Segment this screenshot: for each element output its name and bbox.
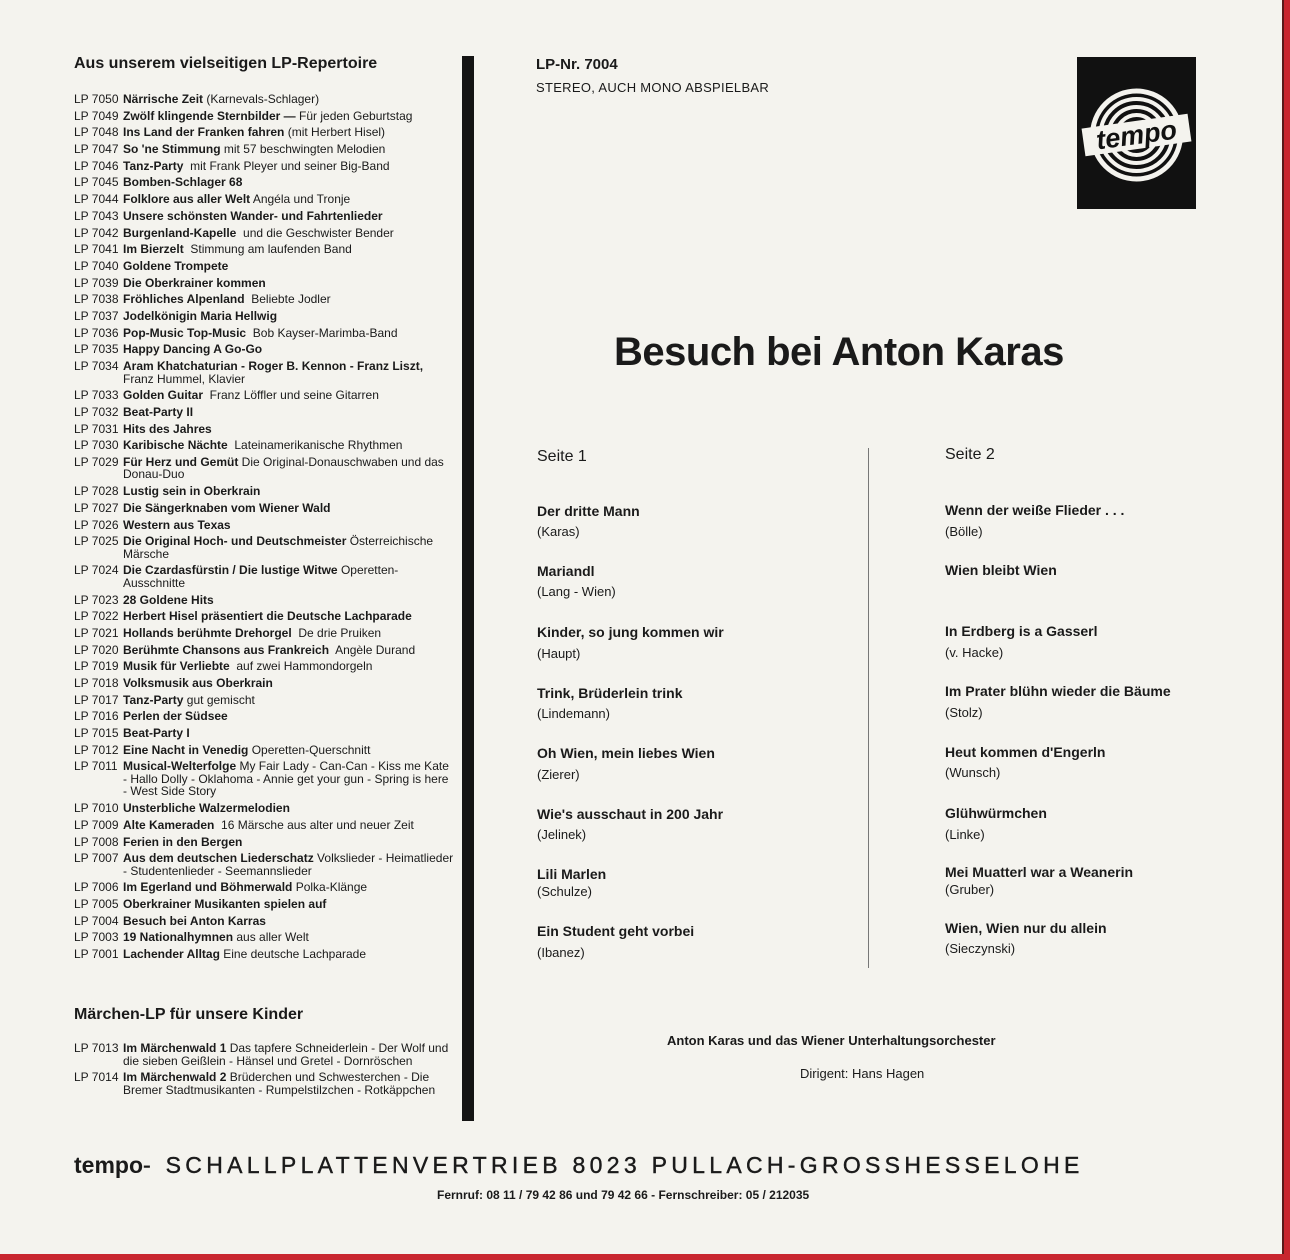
side2-heading: Seite 2 xyxy=(945,446,995,463)
cover-edge-bottom xyxy=(0,1254,1290,1260)
side1-track-composer: (Zierer) xyxy=(537,767,580,782)
repertoire-item-code: LP 7020 xyxy=(74,642,119,657)
repertoire-item-code: LP 7044 xyxy=(74,192,119,207)
repertoire-item-title: So 'ne Stimmung xyxy=(123,142,221,157)
repertoire-item-code: LP 7007 xyxy=(74,851,119,866)
repertoire-item-title: Zwölf klingende Sternbilder — xyxy=(123,108,296,123)
repertoire-item-sub: Lateinamerikanische Rhythmen xyxy=(227,438,403,453)
repertoire-item-body xyxy=(123,677,454,690)
repertoire-item-code: LP 7040 xyxy=(74,258,119,273)
cover-edge-right xyxy=(1282,0,1290,1260)
repertoire-item-body xyxy=(123,1042,454,1067)
repertoire-item xyxy=(74,360,454,385)
repertoire-item-sub: und die Geschwister Bender xyxy=(236,225,394,240)
repertoire-item-code: LP 7003 xyxy=(74,930,119,945)
repertoire-item-body xyxy=(123,535,454,560)
repertoire-item-title: Jodelkönigin Maria Hellwig xyxy=(123,308,278,323)
repertoire-item-code: LP 7022 xyxy=(74,609,119,624)
repertoire-item-code: LP 7005 xyxy=(74,897,119,912)
repertoire-item xyxy=(74,210,454,223)
repertoire-item-body xyxy=(123,439,454,452)
repertoire-item xyxy=(74,343,454,356)
side2-track-composer: (Sieczynski) xyxy=(945,941,1016,956)
repertoire-item-sub: Franz Hummel, Klavier xyxy=(123,359,427,386)
repertoire-item-title: Pop-Music Top-Music xyxy=(123,325,247,340)
repertoire-item-code: LP 7037 xyxy=(74,308,119,323)
repertoire-item-title: Alte Kameraden xyxy=(123,817,215,832)
repertoire-item-title: Lustig sein in Oberkrain xyxy=(123,484,261,499)
repertoire-item xyxy=(74,485,454,498)
repertoire-item-body xyxy=(123,851,457,878)
side1-track-composer: (Haupt) xyxy=(537,646,581,661)
repertoire-item-code: LP 7023 xyxy=(74,592,119,607)
repertoire-item-body xyxy=(123,126,454,139)
repertoire-item-body xyxy=(123,1071,454,1096)
repertoire-item-body xyxy=(123,519,454,532)
repertoire-item xyxy=(74,644,454,657)
repertoire-item-code: LP 7010 xyxy=(74,801,119,816)
repertoire-item-code: LP 7048 xyxy=(74,125,119,140)
repertoire-item-title: Lachender Alltag xyxy=(123,947,220,962)
repertoire-item-body xyxy=(123,710,454,723)
repertoire-item-body xyxy=(123,160,454,173)
conductor-credit: Dirigent: Hans Hagen xyxy=(800,1066,925,1081)
repertoire-item-title: Hollands berühmte Drehorgel xyxy=(123,625,292,640)
repertoire-item-code: LP 7004 xyxy=(74,913,119,928)
side1-track-title: Kinder, so jung kommen wir xyxy=(537,624,724,640)
repertoire-item-code: LP 7047 xyxy=(74,142,119,157)
repertoire-item-body xyxy=(123,93,454,106)
tempo-logo-text: tempo xyxy=(1094,114,1179,156)
repertoire-item-code: LP 7042 xyxy=(74,225,119,240)
repertoire-item xyxy=(74,423,454,436)
repertoire-item-body xyxy=(123,193,454,206)
repertoire-item-title: Tanz-Party xyxy=(123,158,184,173)
repertoire-item-body xyxy=(123,915,454,928)
repertoire-item xyxy=(74,535,454,560)
repertoire-item-title: Western aus Texas xyxy=(123,517,231,532)
repertoire-item-sub: Angèle Durand xyxy=(329,642,416,657)
repertoire-item xyxy=(74,931,454,944)
repertoire-item-code: LP 7009 xyxy=(74,817,119,832)
repertoire-title: Aus unserem vielseitigen LP-Repertoire xyxy=(74,55,378,72)
repertoire-item-title: Karibische Nächte xyxy=(123,438,228,453)
side2-track-composer: (Gruber) xyxy=(945,882,995,897)
repertoire-item-body xyxy=(123,143,454,156)
repertoire-item-title: Hits des Jahres xyxy=(123,421,212,436)
repertoire-item-sub: Die Original-Donauschwaben und das Donau-Duo xyxy=(123,454,448,482)
repertoire-item-body xyxy=(123,260,454,273)
repertoire-item-title: Volksmusik aus Oberkrain xyxy=(123,676,273,690)
repertoire-item-code: LP 7027 xyxy=(74,500,119,515)
repertoire-item-body xyxy=(123,948,454,961)
repertoire-item xyxy=(74,277,454,290)
album-title: Besuch bei Anton Karas xyxy=(614,330,1064,374)
repertoire-item-sub: Brüderchen und Schwesterchen - Die Bremer Stadtmusikanten - Rumpelstilzchen - Rotkäppchen xyxy=(123,1070,436,1097)
side1-track-composer: (Ibanez) xyxy=(537,945,585,960)
repertoire-item xyxy=(74,564,454,589)
repertoire-item-body xyxy=(123,694,454,707)
repertoire-item xyxy=(74,193,454,206)
repertoire-item-title: Goldene Trompete xyxy=(123,258,229,273)
repertoire-item-code: LP 7050 xyxy=(74,92,119,106)
repertoire-item xyxy=(74,243,454,256)
lp-number: LP-Nr. 7004 xyxy=(536,56,618,73)
repertoire-item-title: Für Herz und Gemüt xyxy=(123,454,239,469)
repertoire-item-body xyxy=(123,898,454,911)
repertoire-item-body xyxy=(123,456,454,481)
repertoire-item-code: LP 7015 xyxy=(74,726,119,741)
repertoire-item-code: LP 7026 xyxy=(74,517,119,532)
repertoire-item-title: Beat-Party I xyxy=(123,726,190,741)
side2-track-title: Mei Muatterl war a Weanerin xyxy=(945,864,1134,880)
repertoire-item-code: LP 7030 xyxy=(74,438,119,453)
repertoire-item-title: Musik für Verliebte xyxy=(123,659,230,674)
repertoire-item xyxy=(74,802,454,815)
repertoire-item-body xyxy=(123,176,454,189)
repertoire-item-body xyxy=(123,110,454,123)
repertoire-item-code: LP 7006 xyxy=(74,880,119,895)
repertoire-item-title: Die Original Hoch- und Deutschmeister xyxy=(123,534,347,549)
repertoire-item-body xyxy=(123,610,454,623)
repertoire-item xyxy=(74,836,454,849)
repertoire-item-body xyxy=(123,660,454,673)
repertoire-item xyxy=(74,1042,454,1067)
repertoire-item-body xyxy=(123,931,454,944)
side1-track-composer: (Jelinek) xyxy=(537,827,587,842)
repertoire-item-code: LP 7031 xyxy=(74,421,119,436)
repertoire-item-title: Die Sängerknaben vom Wiener Wald xyxy=(123,500,331,515)
repertoire-item-title: Happy Dancing A Go-Go xyxy=(123,342,263,357)
repertoire-item-code: LP 7043 xyxy=(74,208,119,223)
repertoire-item-sub: (mit Herbert Hisel) xyxy=(284,125,386,140)
side2-track-composer: (Bölle) xyxy=(945,524,983,539)
repertoire-item xyxy=(74,327,454,340)
repertoire-item-code: LP 7033 xyxy=(74,388,119,403)
side1-track-composer: (Lindemann) xyxy=(537,706,610,721)
repertoire-item xyxy=(74,744,454,757)
repertoire-item-code: LP 7024 xyxy=(74,563,119,578)
repertoire-item-title: Eine Nacht in Venedig xyxy=(123,742,249,757)
side1-track-title: Mariandl xyxy=(537,563,595,579)
tempo-logo-icon xyxy=(1077,57,1196,209)
repertoire-item-sub: Operetten-Ausschnitte xyxy=(123,563,399,590)
repertoire-item-sub: Operetten-Querschnitt xyxy=(248,742,371,757)
repertoire-item-title: Die Oberkrainer kommen xyxy=(123,275,266,290)
repertoire-item-code: LP 7001 xyxy=(74,947,119,962)
repertoire-item-code: LP 7021 xyxy=(74,625,119,640)
repertoire-item xyxy=(74,293,454,306)
side2-track-title: Heut kommen d'Engerln xyxy=(945,744,1106,760)
side2-track-title: Wien, Wien nur du allein xyxy=(945,920,1107,936)
repertoire-item xyxy=(74,819,454,832)
footer-contact: Fernruf: 08 11 / 79 42 86 und 79 42 66 - Fernschreiber: 05 / 212035 xyxy=(437,1188,810,1202)
repertoire-item-sub: Angéla und Tronje xyxy=(250,192,351,207)
repertoire-item xyxy=(74,227,454,240)
repertoire-item-code: LP 7039 xyxy=(74,275,119,290)
repertoire-item-code: LP 7019 xyxy=(74,659,119,674)
repertoire-item-body xyxy=(123,423,454,436)
repertoire-item xyxy=(74,627,454,640)
side2-track-title: Wien bleibt Wien xyxy=(945,562,1057,578)
side2-track-composer: (v. Hacke) xyxy=(945,645,1004,660)
repertoire-item-title: Im Egerland und Böhmerwald xyxy=(123,880,293,895)
repertoire-item-title: Oberkrainer Musikanten spielen auf xyxy=(123,897,327,912)
side2-track-title: Glühwürmchen xyxy=(945,805,1047,821)
repertoire-item-body xyxy=(123,502,454,515)
side1-track-title: Lili Marlen xyxy=(537,866,607,882)
side1-track-composer: (Schulze) xyxy=(537,884,592,899)
repertoire-item-title: Unsterbliche Walzermelodien xyxy=(123,801,290,816)
repertoire-item xyxy=(74,176,454,189)
repertoire-item-code: LP 7049 xyxy=(74,108,119,123)
repertoire-item-body xyxy=(123,836,454,849)
repertoire-item-sub: Bob Kayser-Marimba-Band xyxy=(246,325,398,340)
sides-divider xyxy=(868,448,869,968)
side2-track-composer: (Wunsch) xyxy=(945,765,1001,780)
repertoire-item-code: LP 7034 xyxy=(74,359,119,373)
repertoire-item-sub: Stimmung am laufenden Band xyxy=(183,242,352,257)
repertoire-item-sub: Franz Löffler und seine Gitarren xyxy=(203,388,379,403)
repertoire-item xyxy=(74,143,454,156)
repertoire-item-title: Fröhliches Alpenland xyxy=(123,292,245,307)
repertoire-item-title: Beat-Party II xyxy=(123,404,194,419)
repertoire-item-sub: Österreichische Märsche xyxy=(123,534,437,561)
repertoire-item-title: Die Czardasfürstin / Die lustige Witwe xyxy=(123,563,338,578)
repertoire-item-sub: aus aller Welt xyxy=(233,930,309,945)
repertoire-item-title: 19 Nationalhymnen xyxy=(123,930,234,945)
vertical-divider-bar xyxy=(462,56,474,1121)
repertoire-item-code: LP 7035 xyxy=(74,342,119,357)
repertoire-item-title: Im Märchenwald 2 xyxy=(123,1070,227,1085)
repertoire-item-sub: Eine deutsche Lachparade xyxy=(219,947,367,962)
kids-title: Märchen-LP für unsere Kinder xyxy=(74,1006,304,1023)
side1-track-title: Oh Wien, mein liebes Wien xyxy=(537,745,715,761)
repertoire-item-title: Bomben-Schlager 68 xyxy=(123,175,243,190)
repertoire-item xyxy=(74,1071,454,1096)
repertoire-item-title: Ferien in den Bergen xyxy=(123,834,243,849)
repertoire-item-sub: gut gemischt xyxy=(183,692,255,707)
repertoire-item xyxy=(74,760,454,798)
repertoire-item-body xyxy=(123,327,454,340)
repertoire-item-title: Närrische Zeit xyxy=(123,92,204,106)
repertoire-item-body xyxy=(123,819,454,832)
repertoire-item-code: LP 7011 xyxy=(74,759,118,774)
repertoire-item-title: Ins Land der Franken fahren xyxy=(123,125,285,140)
repertoire-item-body xyxy=(123,389,454,402)
side1-track-title: Der dritte Mann xyxy=(537,503,640,519)
repertoire-item-sub: Für jeden Geburtstag xyxy=(295,108,413,123)
repertoire-item-body xyxy=(123,227,454,240)
repertoire-item xyxy=(74,898,454,911)
side1-track-composer: (Karas) xyxy=(537,524,580,539)
repertoire-item-sub: mit 57 beschwingten Melodien xyxy=(220,142,386,157)
repertoire-item-body xyxy=(123,243,454,256)
side2-track-composer: (Linke) xyxy=(945,827,985,842)
repertoire-item-body xyxy=(123,406,454,419)
repertoire-item xyxy=(74,660,454,673)
repertoire-item-title: 28 Goldene Hits xyxy=(123,592,214,607)
repertoire-item-title: Tanz-Party xyxy=(123,692,184,707)
repertoire-item-sub: Polka-Klänge xyxy=(292,880,368,895)
footer-address xyxy=(74,1152,1084,1179)
repertoire-item-title: Unsere schönsten Wander- und Fahrtenlieder xyxy=(123,208,383,223)
repertoire-item-body xyxy=(123,564,454,589)
repertoire-item-title: Burgenland-Kapelle xyxy=(123,225,237,240)
repertoire-item-body xyxy=(123,210,454,223)
repertoire-item-code: LP 7013 xyxy=(74,1041,119,1055)
footer-line: - SCHALLPLATTENVERTRIEB 8023 PULLACH-GROSSHESSELOHE xyxy=(143,1152,1084,1178)
footer-brand: tempo xyxy=(74,1152,143,1178)
repertoire-item xyxy=(74,881,454,894)
repertoire-item-body xyxy=(123,644,454,657)
repertoire-item-body xyxy=(123,627,454,640)
side1-track-title: Wie's ausschaut in 200 Jahr xyxy=(537,806,724,822)
stereo-note: STEREO, AUCH MONO ABSPIELBAR xyxy=(536,80,770,95)
repertoire-item xyxy=(74,310,454,323)
repertoire-item-body xyxy=(123,802,454,815)
repertoire-item-body xyxy=(123,293,454,306)
tempo-logo xyxy=(1077,57,1196,209)
repertoire-item-code: LP 7017 xyxy=(74,692,119,707)
repertoire-item-code: LP 7029 xyxy=(74,454,119,469)
repertoire-item xyxy=(74,727,454,740)
repertoire-item-body xyxy=(123,744,454,757)
side2-track-composer: (Stolz) xyxy=(945,705,983,720)
repertoire-item-sub: auf zwei Hammondorgeln xyxy=(229,659,373,674)
repertoire-item-body xyxy=(123,485,454,498)
repertoire-item xyxy=(74,610,454,623)
repertoire-item-code: LP 7025 xyxy=(74,534,119,549)
repertoire-item xyxy=(74,439,454,452)
repertoire-item-body xyxy=(123,594,454,607)
repertoire-item-code: LP 7046 xyxy=(74,158,119,173)
repertoire-item-title: Musical-Welterfolge xyxy=(123,759,237,774)
repertoire-item-title: Perlen der Südsee xyxy=(123,709,228,724)
repertoire-item xyxy=(74,710,454,723)
repertoire-item-code: LP 7016 xyxy=(74,709,119,724)
repertoire-item xyxy=(74,915,454,928)
repertoire-item-title: Berühmte Chansons aus Frankreich xyxy=(123,642,330,657)
side1-heading: Seite 1 xyxy=(537,448,587,465)
repertoire-item-code: LP 7012 xyxy=(74,742,119,757)
repertoire-item-body xyxy=(123,343,454,356)
repertoire-item-sub: 16 Märsche aus alter und neuer Zeit xyxy=(214,817,414,832)
repertoire-item-code: LP 7041 xyxy=(74,242,119,257)
repertoire-item-title: Herbert Hisel präsentiert die Deutsche Lachparade xyxy=(123,609,412,624)
repertoire-item-sub: My Fair Lady - Can-Can - Kiss me Kate - Hallo Dolly - Oklahoma - Annie get your gun - Spring is here - West Side Story xyxy=(123,759,453,799)
repertoire-item-code: LP 7008 xyxy=(74,834,119,849)
repertoire-item-title: Aram Khatchaturian - Roger B. Kennon - Franz Liszt, xyxy=(123,359,424,373)
repertoire-item-body xyxy=(123,760,454,798)
repertoire-item-title: Golden Guitar xyxy=(123,388,204,403)
repertoire-item xyxy=(74,519,454,532)
repertoire-item-code: LP 7028 xyxy=(74,484,119,499)
side1-track-title: Ein Student geht vorbei xyxy=(537,923,695,939)
repertoire-item-title: Aus dem deutschen Liederschatz xyxy=(123,851,314,866)
repertoire-item-code: LP 7018 xyxy=(74,676,119,690)
repertoire-item-sub: mit Frank Pleyer und seiner Big-Band xyxy=(183,158,390,173)
repertoire-item-code: LP 7032 xyxy=(74,404,119,419)
repertoire-item xyxy=(74,160,454,173)
repertoire-item-code: LP 7038 xyxy=(74,292,119,307)
repertoire-item xyxy=(74,694,454,707)
repertoire-list xyxy=(74,92,457,965)
repertoire-item xyxy=(74,594,454,607)
repertoire-item-title: Besuch bei Anton Karras xyxy=(123,913,266,928)
performer-credit: Anton Karas und das Wiener Unterhaltungsorchester xyxy=(667,1033,996,1048)
repertoire-item-title: Folklore aus aller Welt xyxy=(123,192,251,207)
side1-track-title: Trink, Brüderlein trink xyxy=(537,685,683,701)
side2-track-title: In Erdberg is a Gasserl xyxy=(945,623,1098,639)
repertoire-item xyxy=(74,502,454,515)
repertoire-item-code: LP 7045 xyxy=(74,175,119,190)
repertoire-item-sub: Das tapfere Schneiderlein - Der Wolf und die sieben Geißlein - Hänsel und Gretel - Dornröschen xyxy=(123,1041,452,1068)
repertoire-item xyxy=(74,260,454,273)
repertoire-item xyxy=(74,677,454,690)
repertoire-item-sub: Volkslieder - Heimatlieder - Studentenlieder - Seemannslieder xyxy=(123,851,457,878)
side2-track-title: Wenn der weiße Flieder . . . xyxy=(945,502,1125,518)
repertoire-item-sub: Beliebte Jodler xyxy=(244,292,331,307)
repertoire-item-body xyxy=(123,277,454,290)
repertoire-item xyxy=(74,851,457,878)
repertoire-item xyxy=(74,456,454,481)
repertoire-item-body xyxy=(123,360,454,385)
repertoire-item xyxy=(74,93,454,106)
repertoire-item xyxy=(74,389,454,402)
side2-track-title: Im Prater blühn wieder die Bäume xyxy=(945,683,1171,699)
repertoire-item xyxy=(74,948,454,961)
repertoire-item-code: LP 7036 xyxy=(74,325,119,340)
repertoire-item-sub: (Karnevals-Schlager) xyxy=(203,92,320,106)
repertoire-item-title: Im Bierzelt xyxy=(123,242,184,257)
repertoire-item-body xyxy=(123,881,454,894)
repertoire-item-title: Im Märchenwald 1 xyxy=(123,1041,227,1055)
kids-list xyxy=(74,1042,454,1100)
repertoire-item-body xyxy=(123,727,454,740)
repertoire-item xyxy=(74,126,454,139)
repertoire-item-code: LP 7014 xyxy=(74,1070,119,1085)
repertoire-item-body xyxy=(123,310,454,323)
repertoire-item xyxy=(74,406,454,419)
repertoire-item-sub: De drie Pruiken xyxy=(291,625,382,640)
side1-track-composer: (Lang - Wien) xyxy=(537,584,616,599)
repertoire-item xyxy=(74,110,454,123)
